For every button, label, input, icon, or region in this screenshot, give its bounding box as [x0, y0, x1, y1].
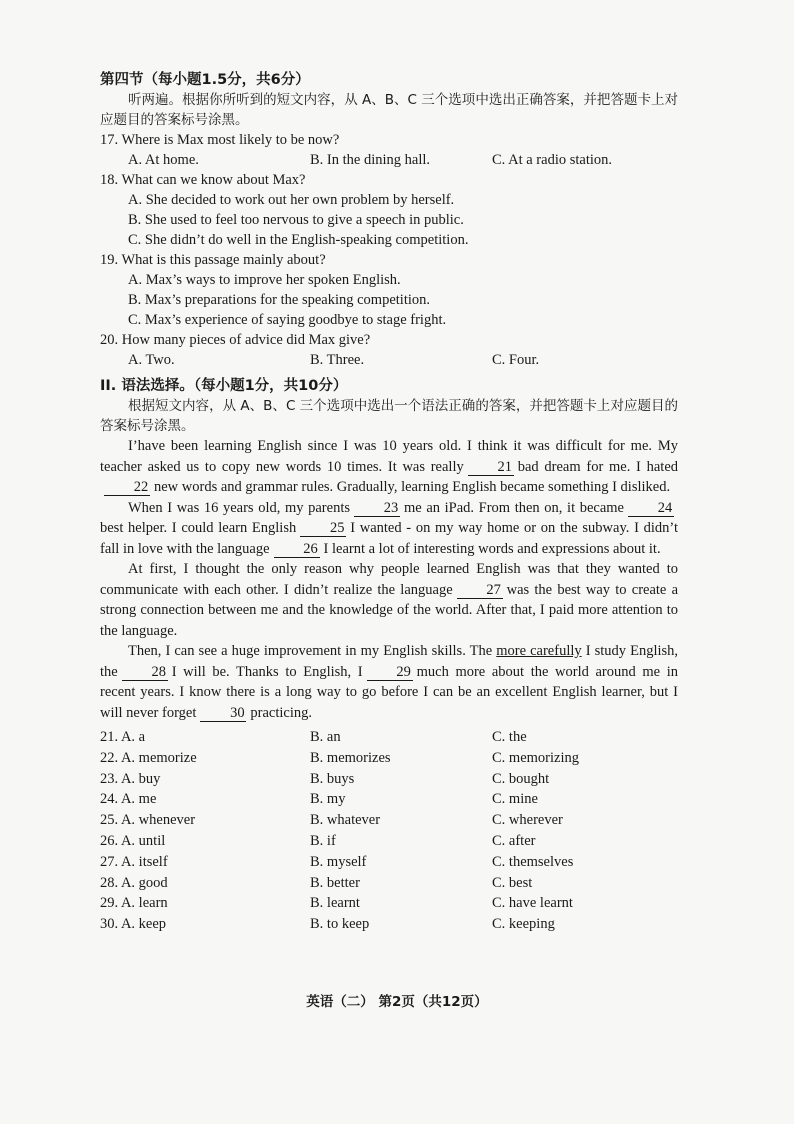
passage-paragraph-1: I’have been learning English since I was 10 years old. I think it was difficult for me. My teacher asked us to copy new words 10 times. It was really 21 bad dream for me. I hated22 new words and grammar rules. Gradually, learning English became something I disliked.	[100, 438, 679, 495]
choice-option: C. memorizing	[492, 749, 579, 766]
choice-row	[100, 727, 678, 748]
answer-option: B. In the dining hall.	[310, 152, 431, 168]
choice-option: B. my	[310, 791, 346, 808]
choice-option: 30. A. keep	[100, 916, 167, 933]
choice-option: 23. A. buy	[100, 770, 161, 787]
passage-paragraph-2: When I was 16 years old, my parents 23 me an iPad. From then on, it became 24best helper. I could learn English 25 I wanted - on my way home or on the subway. I didn’t fall in love with the language 26 I learnt a lot of interesting words and expressions about it.	[100, 499, 678, 557]
choice-option: 25. A. whenever	[100, 812, 196, 829]
choice-row	[100, 831, 678, 852]
answer-option: C. She didn’t do well in the English-speaking competition.	[128, 232, 469, 248]
blank-28: 28	[122, 664, 168, 681]
choice-option: 28. A. good	[100, 874, 168, 891]
choice-option: B. an	[310, 729, 341, 745]
choice-option: B. buys	[310, 770, 355, 787]
blank-21: 21	[468, 459, 514, 476]
passage-paragraph-4: Then, I can see a huge improvement in my English skills. The more carefully I study English, the 28 I will be. Thanks to English, I 29 much more about the world around me in recent years. I know there is a long way to go before I can be an excellent English learner, but I will never forget 30 practicing.	[100, 643, 679, 721]
section4-title: 第四节（每小题1.5分，共6分）	[100, 72, 310, 88]
passage-paragraph-3: At first, I thought the only reason why people learned English was that they wanted to communicate with each other. I didn’t realize the language 27 was the best way to create a strong connection between me and the knowledge of the world. After that, I paid more attention to the language.	[100, 561, 678, 639]
answer-option: A. Max’s ways to improve her spoken English.	[128, 272, 401, 288]
choice-option: 21. A. a	[100, 729, 146, 745]
choice-option: C. best	[492, 874, 533, 891]
question-stem: 19. What is this passage mainly about?	[100, 252, 326, 268]
answer-option: A. At home.	[128, 152, 199, 168]
answer-option: A. She decided to work out her own problem by herself.	[128, 192, 455, 208]
answer-option: B. Max’s preparations for the speaking competition.	[128, 292, 431, 308]
blank-29: 29	[367, 664, 413, 681]
blank-30: 30	[200, 705, 246, 722]
grammar-passage	[100, 436, 678, 723]
choice-row	[100, 748, 678, 769]
choice-option: 22. A. memorize	[100, 749, 197, 766]
choice-option: C. themselves	[492, 853, 574, 870]
question-stem: 20. How many pieces of advice did Max give?	[100, 332, 371, 348]
choice-row	[100, 789, 678, 810]
choice-option: 26. A. until	[100, 832, 166, 849]
choice-option: 27. A. itself	[100, 853, 168, 870]
choice-row	[100, 810, 678, 831]
choice-row	[100, 852, 678, 873]
section4-questions	[100, 130, 678, 370]
answer-option: C. At a radio station.	[492, 152, 613, 168]
choice-option: B. learnt	[310, 895, 360, 912]
answer-option: C. Max’s experience of saying goodbye to stage fright.	[128, 312, 447, 328]
blank-23: 23	[354, 500, 400, 517]
underlined-phrase: more carefully	[496, 643, 582, 659]
choice-option: C. have learnt	[492, 895, 573, 912]
section2-title: II. 语法选择。（每小题1分，共10分）	[100, 378, 348, 394]
choice-option: 29. A. learn	[100, 895, 168, 912]
grammar-choices	[100, 727, 678, 935]
blank-27: 27	[457, 582, 503, 599]
choice-row	[100, 873, 678, 894]
answer-option: B. She used to feel too nervous to give a speech in public.	[128, 212, 464, 228]
answer-option: A. Two.	[128, 352, 175, 368]
blank-26: 26	[274, 541, 320, 558]
choice-option: B. to keep	[310, 916, 370, 933]
option-row	[128, 350, 678, 370]
choice-option: 24. A. me	[100, 791, 157, 808]
choice-option: C. bought	[492, 770, 550, 787]
choice-option: C. mine	[492, 791, 538, 808]
choice-option: C. keeping	[492, 916, 555, 933]
page-content	[100, 70, 678, 935]
question-stem: 17. Where is Max most likely to be now?	[100, 132, 340, 148]
choice-row	[100, 893, 678, 914]
choice-option: B. better	[310, 874, 360, 891]
choice-option: C. after	[492, 832, 536, 849]
blank-24: 24	[628, 500, 674, 517]
choice-option: B. if	[310, 832, 336, 849]
choice-option: B. myself	[310, 853, 367, 870]
question-stem: 18. What can we know about Max?	[100, 172, 306, 188]
choice-row	[100, 769, 678, 790]
choice-row	[100, 914, 678, 935]
answer-option: B. Three.	[310, 352, 365, 368]
section4-instruction: 听两遍。根据你所听到的短文内容，从 A、B、C 三个选项中选出正确答案，并把答题卡上对应题目的答案标号涂黑。	[100, 92, 678, 128]
blank-22: 22	[104, 479, 150, 496]
page-footer: 英语（二） 第2页（共12页）	[306, 994, 488, 1010]
section2-instruction: 根据短文内容，从 A、B、C 三个选项中选出一个语法正确的答案，并把答题卡上对应题目的答案标号涂黑。	[100, 398, 678, 434]
choice-option: B. memorizes	[310, 749, 391, 766]
answer-option: C. Four.	[492, 352, 540, 368]
choice-option: B. whatever	[310, 812, 381, 829]
option-row	[128, 150, 678, 170]
choice-option: C. wherever	[492, 812, 563, 829]
blank-25: 25	[300, 520, 346, 537]
choice-option: C. the	[492, 729, 527, 745]
